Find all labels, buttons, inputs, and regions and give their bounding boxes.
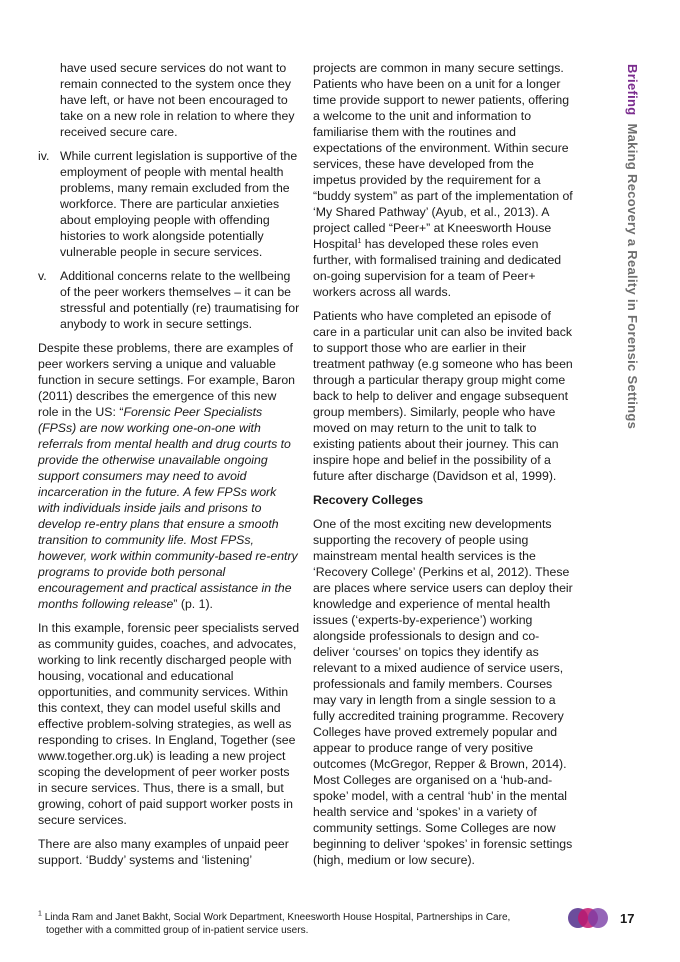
footnote-marker: 1 [38, 910, 42, 918]
sidebar-title [620, 64, 640, 464]
sidebar-title-text [625, 64, 640, 429]
paragraph-forensic-peer: In this example, forensic peer specialists served as community guides, coaches, and advocates, working to link recently discharged people with housing, vocational and educational opportunities, and community services. Within this context, they can model useful skills and effective problem-solving strategies, as well as responding to crises. In England, Together (see www.together.org.uk) is leading a new project scoping the development of peer worker posts in secure services. Thus, there is a small, but growing, cohort of paid support worker posts in secure services. [38, 621, 300, 827]
list-text: Additional concerns relate to the wellbeing of the peer workers themselves – it can be stressful and potentially (re) traumatising for anybody to work in secure settings. [60, 269, 300, 331]
sidebar-document-title: Making Recovery a Reality in Forensic Settings [625, 123, 640, 430]
section-heading: Recovery Colleges [313, 493, 424, 507]
baron-quote: Forensic Peer Specialists (FPSs) are now working one-on-one with referrals from mental health and drug courts to provide the otherwise unavailable ongoing support consumers may need to avoid incarceration in the future. A few FPSs work with individuals inside jails and prisons to develop re-entry plans that ensure a smooth transition to community life. Most FPSs, however, work within community-based re-entry programs to provide both personal encouragement and practical assistance in the months following release [38, 405, 298, 611]
right-column [313, 60, 575, 876]
footnote [38, 911, 558, 937]
paragraph-patients-return: Patients who have completed an episode of care in a particular unit can also be invited back to support those who are earlier in their treatment pathway (e.g someone who has been through a particular therapy group might come back to help to deliver and engage subsequent group members). Similarly, people who have moved on may return to the unit to talk to existing patients about their journey. This can inspire hope and belief in the possibility of a future after discharge (Davidson et al, 1999). [313, 309, 573, 483]
list-number: iv. [38, 149, 50, 163]
page-number: 17 [620, 911, 635, 926]
footnote-ref: 1 [357, 237, 362, 245]
paragraph-text: projects are common in many secure settings. Patients who have been on a unit for a longer time provide support to newer patients, offering a welcome to the unit and information to familiarise them with the routines and expectations of the environment. Within secure services, these have developed from the impetus provided by the requirement for a “buddy system” as part of the implementation of ‘My Shared Pathway’ (Ayub, et al., 2013). A project called “Peer+” at Kneesworth House Hospital [313, 61, 573, 251]
list-text: While current legislation is supportive of the employment of people with mental health problems, many remain excluded from the workforce. There are particular anxieties about employing people with offending histories to work alongside potentially vulnerable people in secure services. [60, 149, 298, 259]
paragraph-baron [38, 340, 300, 612]
paragraph-text: has developed these roles even further, with formalised training and dedicated on-going supervision for a team of Peer+ workers across all wards. [313, 237, 562, 299]
paragraph-recovery-colleges: One of the most exciting new developments supporting the recovery of people using mainstream mental health services is the ‘Recovery College’ (Perkins et al, 2012). These are places where service users can deploy their knowledge and experience of mental health issues (‘experts-by-experience’) working alongside professionals to design and co-deliver ‘courses’ on topics they identify as relevant to a mixed audience of service users, professionals and family members. Courses may vary in length from a single session to a fully accredited training programme. Recovery Colleges have proved extremely popular and appear to produce range of very positive outcomes (McGregor, Repper & Brown, 2014). Most Colleges are organised on a ‘hub-and-spoke’ model, with a central ‘hub’ in the mental health service and ‘spokes’ in a variety of community settings. Some Colleges are now beginning to deliver ‘spokes’ in forensic settings (high, medium or low secure). [313, 517, 573, 867]
list-number: v. [38, 269, 47, 283]
left-column [38, 60, 300, 876]
list-item-v [38, 268, 300, 332]
footnote-line-2: together with a committed group of in-patient service users. [46, 925, 309, 936]
paragraph-buddy [313, 60, 575, 300]
sidebar-label: Briefing [625, 64, 640, 116]
footnote-line-1: Linda Ram and Janet Bakht, Social Work Department, Kneesworth House Hospital, Partnerships in Care, [44, 912, 511, 923]
overlapping-circles-logo [566, 906, 610, 930]
list-continuation: have used secure services do not want to remain connected to the system once they have left, or have not been encouraged to take on a new role in relation to where they received secure care. [60, 61, 295, 139]
paragraph-text: Despite these problems, there are examples of peer workers serving a unique and valuable function in secure settings. For example, Baron (2011) describes the emergence of this new role in the US: “ [38, 341, 295, 419]
list-item-iv [38, 148, 300, 260]
citation: ” (p. 1). [173, 597, 213, 611]
paragraph-unpaid: There are also many examples of unpaid peer support. ‘Buddy’ systems and ‘listening’ [38, 837, 289, 867]
